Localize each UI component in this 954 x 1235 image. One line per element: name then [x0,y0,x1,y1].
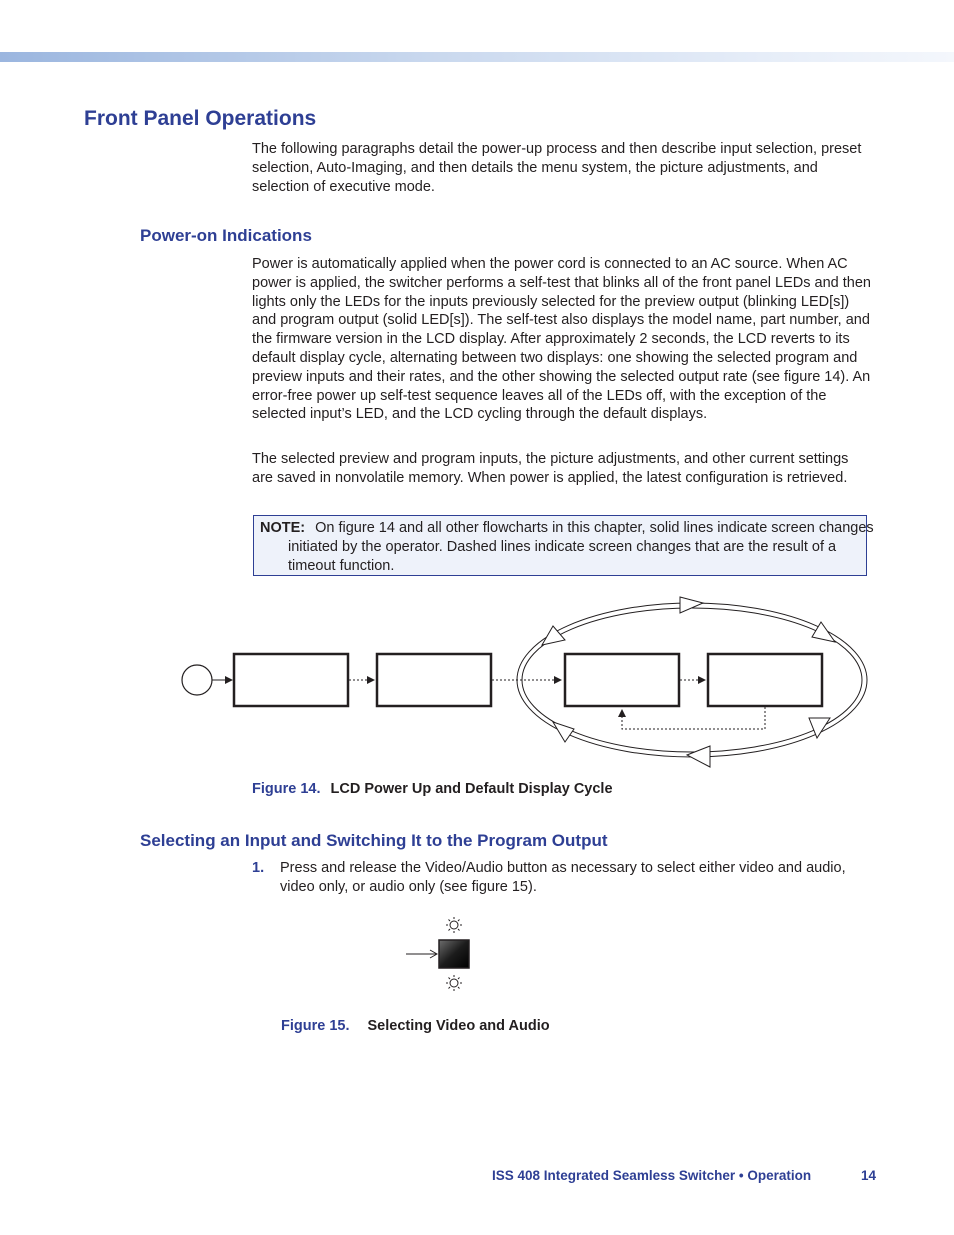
page-number: 14 [861,1168,877,1183]
step-text: Press and release the Video/Audio button as necessary to select either video and audio, video only, or audio only (see figure 15). [280,860,846,895]
subsection-title-selecting: Selecting an Input and Switching It to the Program Output [140,831,608,850]
power-on-paragraph-1: Power is automatically applied when the power cord is connected to an AC source. When AC power is applied, the switcher performs a self-test that blinks all of the front panel LEDs and then lights only the LEDs for the inputs previously selected for the preview output (blinking LED[s]) and program output (solid LED[s]). The self-test also displays the model name, part number, and the firmware version in the LCD display. After approximately 2 seconds, the LCD reverts to its default display cycle, alternating between two displays: one showing the selected program and preview inputs and their rates, and the other showing the selected output rate (see figure 14). An error-free power up self-test sequence leaves all of the LEDs off, with the exception of the selected input’s LED, and the LCD cycling through the default displays. [252,256,871,423]
figure-14-title: LCD Power Up and Default Display Cycle [330,781,613,797]
figure-15-title: Selecting Video and Audio [367,1018,550,1034]
note-box [253,515,874,576]
led-top-icon [446,917,462,933]
ring-arrowhead-left-bottom [553,722,574,742]
figure-14-number: Figure 14. [252,781,321,797]
figure-15-caption [281,1018,550,1034]
dashed-return-arrow [622,707,765,729]
ring-arrowhead-bottom [687,746,710,767]
step-1 [252,859,872,897]
lcd-flowchart [175,590,875,775]
figure-14-caption [252,781,613,797]
ring-arrowhead-top [680,597,703,613]
intro-paragraph: The following paragraphs detail the power-up process and then describe input selection, preset selection, Auto-Imaging, and then details the menu system, the picture adjustments, and selection of executive mode. [252,141,862,195]
video-audio-button-figure [404,912,484,994]
figure-15-number: Figure 15. [281,1018,350,1034]
power-on-paragraph-2: The selected preview and program inputs, the picture adjustments, and other current settings are saved in nonvolatile memory. When power is applied, the latest configuration is retrieved. [252,451,849,486]
lcd-screen-box-2 [377,654,491,706]
note-text-block [260,519,884,576]
ring-arrowhead-right-bottom [809,718,830,738]
footer-title: ISS 408 Integrated Seamless Switcher • Operation [492,1168,812,1183]
lcd-screen-box-1 [234,654,348,706]
led-bottom-icon [446,975,462,991]
lcd-screen-box-3 [565,654,679,706]
video-audio-button-icon [439,940,469,968]
start-circle [182,665,212,695]
section-title: Front Panel Operations [84,107,317,130]
step-number: 1. [252,860,265,876]
subsection-title-power-on: Power-on Indications [140,226,312,245]
lcd-screen-box-4 [708,654,822,706]
header-band [0,52,954,62]
note-label: NOTE: [260,520,306,536]
note-body: On figure 14 and all other flowcharts in this chapter, solid lines indicate screen changes initiated by the operator. Dashed lines indicate screen changes that are the result of a timeout function. [288,520,874,574]
